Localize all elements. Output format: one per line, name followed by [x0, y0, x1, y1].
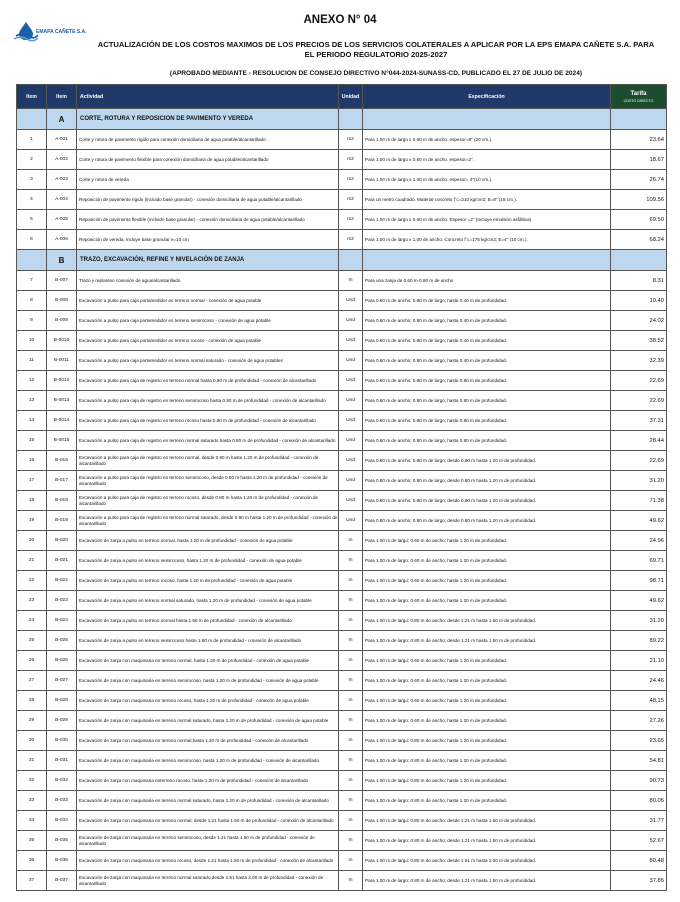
item-number: 10 — [17, 331, 47, 351]
activity-cell: Excavación a pulso para caja portamedidor en terreno rocoso - conexión de agua potable — [77, 331, 339, 351]
tarifa-label: Tarifa — [630, 90, 647, 97]
item-number: 17 — [17, 471, 47, 491]
activity-cell: Excavación a pulso para caja de registro en terreno normal saturado hasta 0.80 m de profundidad - conexión de alcantarillado — [77, 431, 339, 451]
table-header-row — [17, 85, 667, 109]
rate-cell: 28.44 — [611, 431, 667, 451]
item-code: B-029 — [47, 711, 77, 731]
rate-cell: 49.62 — [611, 591, 667, 611]
item-code: B-026 — [47, 651, 77, 671]
specification-cell: Para 1.00 m de largo; 0.60 m de ancho; hasta 1.20 m de profundidad. — [363, 551, 611, 571]
rate-cell: 32.39 — [611, 351, 667, 371]
unit-cell: Und — [339, 351, 363, 371]
specification-cell: Para 1.00 m de largo; 0.80 m de ancho; desde 1.51 m hasta 2.00 m de profundidad. — [363, 851, 611, 871]
col-header-unidad: Unidad — [339, 85, 363, 109]
item-code: A-003 — [47, 170, 77, 190]
item-code: B-017 — [47, 471, 77, 491]
table-row — [17, 651, 667, 671]
activity-cell: Excavación de zanja con maquinaria en terreno normal, desde 1.21 hasta 1.50 m de profundidad - conexión de alcantarillado — [77, 811, 339, 831]
specification-cell: Para 1.00 m de largo; 0.80 m de ancho; desde 1.21 m hasta 1.50 m de profundidad. — [363, 631, 611, 651]
item-code: A-002 — [47, 150, 77, 170]
rate-cell: 69.50 — [611, 210, 667, 230]
item-number: 30 — [17, 731, 47, 751]
item-number: 31 — [17, 751, 47, 771]
rate-cell: 18.67 — [611, 150, 667, 170]
unit-cell: m — [339, 691, 363, 711]
item-code: A-005 — [47, 210, 77, 230]
table-row — [17, 291, 667, 311]
specification-cell: Para 0.60 m de ancho; 0.80 m de largo; hasta 0.40 m de profundidad. — [363, 351, 611, 371]
rate-cell: 49.62 — [611, 511, 667, 531]
item-code: B-022 — [47, 571, 77, 591]
table-row — [17, 511, 667, 531]
table-row — [17, 751, 667, 771]
unit-cell: Und — [339, 371, 363, 391]
specification-cell: Para 0.60 m de ancho; 0.80 m de largo; hasta 0.80 m de profundidad. — [363, 431, 611, 451]
item-number: 1 — [17, 130, 47, 150]
unit-cell: Und — [339, 511, 363, 531]
table-row — [17, 771, 667, 791]
section-blank — [339, 109, 363, 130]
activity-cell: Excavación a pulso para caja de registro en terreno semirocoso hasta 0.80 m de profundidad - conexión de alcantarillado — [77, 391, 339, 411]
table-row — [17, 210, 667, 230]
specification-cell: Para 1.00 m de largo x 0.60 m de ancho. espesor=2". — [363, 150, 611, 170]
activity-cell: Excavación a pulso para caja de registro en terreno normal, desde 0.80 m hasta 1.20 m de profundidad - conexión de alcantarillado — [77, 451, 339, 471]
rate-cell: 23.64 — [611, 130, 667, 150]
table-row — [17, 170, 667, 190]
item-number: 23 — [17, 591, 47, 611]
unit-cell: m — [339, 671, 363, 691]
specification-cell: Para 1.00 m de largo; 0.80 m de ancho; desde 1.21 m hasta 1.50 m de profundidad. — [363, 831, 611, 851]
table-row — [17, 691, 667, 711]
col-header-actividad: Actividad — [77, 85, 339, 109]
item-code: B-036 — [47, 851, 77, 871]
activity-cell: Excavación de zanja con maquinaria en terreno normal saturado,desde 1.51 hasta 2.00 m de profundidad - conexión de alcantarillado — [77, 871, 339, 891]
item-code: B-035 — [47, 831, 77, 851]
activity-cell: Corte y rotura de vereda — [77, 170, 339, 190]
section-blank — [17, 250, 47, 271]
unit-cell: m — [339, 271, 363, 291]
item-number: 32 — [17, 771, 47, 791]
specification-cell: Para 0.80 m de ancho; 0.80 m de largo; desde 0.80 m hasta 1.20 m de profundidad. — [363, 471, 611, 491]
item-code: B-007 — [47, 271, 77, 291]
section-blank — [17, 109, 47, 130]
rate-cell: 10.40 — [611, 291, 667, 311]
unit-cell: m — [339, 711, 363, 731]
table-row — [17, 611, 667, 631]
item-number: 8 — [17, 291, 47, 311]
col-header-tarifa — [611, 85, 667, 109]
specification-cell: Para 0.60 m de ancho; 0.80 m de largo; hasta 0.80 m de profundidad. — [363, 411, 611, 431]
rate-cell: 8.31 — [611, 271, 667, 291]
unit-cell: Und — [339, 411, 363, 431]
section-blank — [611, 109, 667, 130]
specification-cell: Para 0.60 m de ancho; 0.80 m de largo; hasta 0.40 m de profundidad. — [363, 291, 611, 311]
unit-cell: m — [339, 651, 363, 671]
col-header-especificacion: Especificación — [363, 85, 611, 109]
item-code: A-004 — [47, 190, 77, 210]
unit-cell: Und — [339, 451, 363, 471]
unit-cell: m — [339, 551, 363, 571]
unit-cell: Und — [339, 311, 363, 331]
specification-cell: Para 1.00 m de largo; 0.80 m de ancho; hasta 1.20 m de profundidad. — [363, 751, 611, 771]
rate-cell: 26.74 — [611, 170, 667, 190]
table-row — [17, 831, 667, 851]
item-number: 27 — [17, 671, 47, 691]
rate-cell: 24.02 — [611, 311, 667, 331]
rate-cell: 69.71 — [611, 551, 667, 571]
unit-cell: m2 — [339, 210, 363, 230]
item-code: B-019 — [47, 511, 77, 531]
item-number: 3 — [17, 170, 47, 190]
item-number: 4 — [17, 190, 47, 210]
item-code: B-0012 — [47, 371, 77, 391]
activity-cell: Excavación a pulso para caja portamedidor en terreno normal - conexión de agua potable — [77, 291, 339, 311]
col-header-item: Item — [17, 85, 47, 109]
activity-cell: Trazo y replanteo conexión de agua/alcantarillado — [77, 271, 339, 291]
rate-cell: 22.69 — [611, 451, 667, 471]
section-row — [17, 250, 667, 271]
table-row — [17, 351, 667, 371]
item-number: 21 — [17, 551, 47, 571]
activity-cell: Excavación de zanja con maquinaria en terreno rocoso, hasta 1.20 m de profundidad - conexión de agua potable — [77, 691, 339, 711]
unit-cell: m — [339, 631, 363, 651]
specification-cell: Para 0.60 m de ancho; 0.80 m de largo; hasta 0.40 m de profundidad. — [363, 331, 611, 351]
item-code: B-0015 — [47, 431, 77, 451]
unit-cell: Und — [339, 291, 363, 311]
table-row — [17, 230, 667, 250]
rate-cell: 23.65 — [611, 731, 667, 751]
item-number: 37 — [17, 871, 47, 891]
table-row — [17, 391, 667, 411]
item-number: 15 — [17, 431, 47, 451]
col-header-code: Item — [47, 85, 77, 109]
item-code: B-033 — [47, 791, 77, 811]
rate-cell: 37.85 — [611, 871, 667, 891]
rate-cell: 54.81 — [611, 751, 667, 771]
rate-cell: 38.52 — [611, 331, 667, 351]
rate-cell: 22.69 — [611, 391, 667, 411]
activity-cell: Excavación de zanja con maquinaria en terreno normal saturado, hasta 1.20 m de profundidad - conexión de agua potable — [77, 711, 339, 731]
specification-cell: Para 1.00 m de largo; 0.80 m de ancho; hasta 1.20 m de profundidad. — [363, 731, 611, 751]
item-number: 33 — [17, 791, 47, 811]
activity-cell: Excavación de zanja con maquinaria en terreno normal saturado, hasta 1.20 m de profundidad - conexión de alcantarillado — [77, 791, 339, 811]
item-number: 18 — [17, 491, 47, 511]
specification-cell: Para 1.00 m de largo x 1.00 m de ancho. espesor= 4"(10 cm.). — [363, 170, 611, 190]
activity-cell: Corte y rotura de pavimento flexible para conexión domiciliaria de agua potable/alcantarillado — [77, 150, 339, 170]
table-row — [17, 811, 667, 831]
item-number: 20 — [17, 531, 47, 551]
section-letter: A — [47, 109, 77, 130]
unit-cell: m — [339, 771, 363, 791]
item-number: 28 — [17, 691, 47, 711]
table-row — [17, 271, 667, 291]
rate-cell: 22.69 — [611, 371, 667, 391]
section-blank — [611, 250, 667, 271]
item-code: B-009 — [47, 311, 77, 331]
specification-cell: Para 1.00 m de largo; 0.60 m de ancho; hasta 1.20 m de profundidad. — [363, 571, 611, 591]
item-number: 11 — [17, 351, 47, 371]
unit-cell: m — [339, 811, 363, 831]
unit-cell: m2 — [339, 190, 363, 210]
item-number: 19 — [17, 511, 47, 531]
rate-cell: 37.31 — [611, 411, 667, 431]
specification-cell: Para 1.00 m de largo; 0.60 m de ancho; hasta 1.20 m de profundidad. — [363, 651, 611, 671]
activity-cell: Excavación de zanja a pulso en terreno rocoso, hasta 1.20 m de profundidad - conexión de agua potable — [77, 571, 339, 591]
table-row — [17, 130, 667, 150]
section-blank — [363, 109, 611, 130]
unit-cell: m2 — [339, 150, 363, 170]
rate-cell: 31.20 — [611, 471, 667, 491]
table-row — [17, 671, 667, 691]
item-code: B-0011 — [47, 351, 77, 371]
rate-cell: 31.77 — [611, 811, 667, 831]
item-code: B-028 — [47, 691, 77, 711]
activity-cell: Corte y rotura de pavimento rígido para conexión domiciliaria de agua potable/alcantarillado — [77, 130, 339, 150]
activity-cell: Excavación de zanja a pulso en terreno semirocoso, hasta 1.20 m de profundidad - conexión de agua potable — [77, 551, 339, 571]
item-number: 25 — [17, 631, 47, 651]
table-row — [17, 371, 667, 391]
item-number: 5 — [17, 210, 47, 230]
document-title: ANEXO N° 04 — [303, 14, 377, 26]
rates-table — [16, 84, 667, 891]
activity-cell: Excavación de zanja a pulso en terreno normal hasta 1.50 m de profundidad - conexión de alcantarillado — [77, 611, 339, 631]
activity-cell: Excavación de zanja a pulso en terreno normal saturado, hasta 1.20 m de profundidad - conexión de agua potable — [77, 591, 339, 611]
activity-cell: Excavación de zanja con maquinaria en terreno rocoso, desde 1.21 hasta 1.50 m de profundidad - conexión de alcantarillado — [77, 851, 339, 871]
tarifa-sublabel: COSTO DIRECTO — [623, 98, 654, 103]
item-code: B-027 — [47, 671, 77, 691]
specification-cell: Para un metro cuadrado. Material concreto f´c=210 kg/cm2; E=8" (15 cm.). — [363, 190, 611, 210]
unit-cell: m — [339, 871, 363, 891]
rate-cell: 24.96 — [611, 531, 667, 551]
section-title: CORTE, ROTURA Y REPOSICION DE PAVIMENTO Y VEREDA — [77, 109, 339, 130]
specification-cell: Para 1.00 m de largo; 0.80 m de ancho; desde 1.21 m hasta 1.50 m de profundidad. — [363, 871, 611, 891]
table-row — [17, 791, 667, 811]
item-number: 16 — [17, 451, 47, 471]
item-code: B-025 — [47, 631, 77, 651]
unit-cell: m — [339, 591, 363, 611]
unit-cell: m2 — [339, 130, 363, 150]
activity-cell: Excavación a pulso para caja de registro en terreno normal hasta 0.80 m de profundidad - conexión de alcantarillado — [77, 371, 339, 391]
activity-cell: Excavación a pulso para caja portamedidor en terreno normal saturado - conexión de agua potables — [77, 351, 339, 371]
activity-cell: Excavación de zanja con maquinaria en terreno normal, hasta 1.20 m de profundidad - conexión de agua potable — [77, 651, 339, 671]
table-row — [17, 631, 667, 651]
unit-cell: Und — [339, 391, 363, 411]
specification-cell: Para 1.00 m de largo; 0.80 m de ancho; desde 1.21 m hasta 1.50 m de profundidad. — [363, 811, 611, 831]
specification-cell: Para 1.00 m de largo x 0.60 m de ancho. espesor=8" (20 cm.). — [363, 130, 611, 150]
item-code: A-001 — [47, 130, 77, 150]
unit-cell: m2 — [339, 170, 363, 190]
section-blank — [339, 250, 363, 271]
activity-cell: Excavación de zanja con maquinaria en terreno semirocoso, desde 1.21 hasta 1.50 m de profundidad - conexión de alcantarillado — [77, 831, 339, 851]
section-blank — [363, 250, 611, 271]
item-number: 22 — [17, 571, 47, 591]
unit-cell: m — [339, 731, 363, 751]
specification-cell: Para 1.00 m de largo x 0.60 m de ancho. Espesor =2" (Incluye emulsión asfáltica) — [363, 210, 611, 230]
item-code: B-008 — [47, 291, 77, 311]
unit-cell: m — [339, 791, 363, 811]
item-code: B-030 — [47, 731, 77, 751]
item-code: B-024 — [47, 611, 77, 631]
table-row — [17, 150, 667, 170]
table-row — [17, 591, 667, 611]
item-number: 29 — [17, 711, 47, 731]
section-letter: B — [47, 250, 77, 271]
activity-cell: Excavación a pulso para caja de registro en terreno semirocoso, desde 0.80 m hasta 1.20 m de profundidad - conexión de alcantarillado — [77, 471, 339, 491]
table-row — [17, 190, 667, 210]
rate-cell: 89.22 — [611, 631, 667, 651]
table-row — [17, 471, 667, 491]
rate-cell: 21.10 — [611, 651, 667, 671]
specification-cell: Para 1.00 m de largo; 0.60 m de ancho; hasta 1.20 m de profundidad. — [363, 711, 611, 731]
specification-cell: Para 0.60 m de ancho; 0.80 m de largo; hasta 0.40 m de profundidad. — [363, 311, 611, 331]
activity-cell: Excavación a pulso para caja de registro en terreno normal saturado, desde 0.80 m hasta 1.20 m de profundidad - conexión de alcantarillado — [77, 511, 339, 531]
rate-cell: 80.48 — [611, 851, 667, 871]
specification-cell: Para 1.00 m de largo; 0.60 m de ancho; hasta 1.20 m de profundidad. — [363, 691, 611, 711]
specification-cell: Para 1.00 m de largo; 0.80 m de ancho; hasta 1.20 m de profundidad. — [363, 791, 611, 811]
item-number: 36 — [17, 851, 47, 871]
unit-cell: m — [339, 571, 363, 591]
table-row — [17, 871, 667, 891]
table-row — [17, 531, 667, 551]
table-row — [17, 411, 667, 431]
unit-cell: Und — [339, 331, 363, 351]
unit-cell: Und — [339, 471, 363, 491]
rate-cell: 27.26 — [611, 711, 667, 731]
specification-cell: Para 0.60 m de ancho; 0.80 m de largo; hasta 0.80 m de profundidad. — [363, 371, 611, 391]
table-row — [17, 731, 667, 751]
rate-cell: 52.67 — [611, 831, 667, 851]
item-code: B-0013 — [47, 391, 77, 411]
rate-cell: 24.46 — [611, 671, 667, 691]
activity-cell: Excavación de zanja con maquinaria en terreno semirocoso, hasta 1.20 m de profundidad - conexión de alcantarillado — [77, 751, 339, 771]
table-row — [17, 491, 667, 511]
table-row — [17, 331, 667, 351]
item-number: 2 — [17, 150, 47, 170]
rate-cell: 109.56 — [611, 190, 667, 210]
rate-cell: 68.24 — [611, 230, 667, 250]
specification-cell: Para 1.00 m de largo; 0.60 m de ancho; hasta 1.20 m de profundidad. — [363, 671, 611, 691]
item-code: B-0014 — [47, 411, 77, 431]
rate-cell: 80.05 — [611, 791, 667, 811]
item-code: B-032 — [47, 771, 77, 791]
specification-cell: Para 1.00 m de largo x 1.00 de ancho. Concreto f´c=175 kg/cm2; E=4" (10 cm.). — [363, 230, 611, 250]
rate-cell: 98.71 — [611, 571, 667, 591]
table-row — [17, 431, 667, 451]
item-number: 24 — [17, 611, 47, 631]
section-title: TRAZO, EXCAVACIÓN, REFINE Y NIVELACIÓN DE ZANJA — [77, 250, 339, 271]
rate-cell: 71.38 — [611, 491, 667, 511]
item-number: 26 — [17, 651, 47, 671]
specification-cell: Para 1.00 m de largo; 0.60 m de ancho; hasta 1.20 m de profundidad. — [363, 591, 611, 611]
specification-cell: Para 0.80 m de ancho; 0.80 m de largo; desde 0.80 m hasta 1.20 m de profundidad. — [363, 491, 611, 511]
item-code: B-031 — [47, 751, 77, 771]
table-row — [17, 451, 667, 471]
table-row — [17, 711, 667, 731]
table-row — [17, 311, 667, 331]
specification-cell: Para 0.80 m de ancho; 0.80 m de largo; desde 0.80 m hasta 1.20 m de profundidad. — [363, 511, 611, 531]
document-subtitle: ACTUALIZACIÓN DE LOS COSTOS MAXIMOS DE LOS PRECIOS DE LOS SERVICIOS COLATERALES A APLICAR POR LA EPS EMAPA CAÑETE S.A. PARA EL PERIODO REGULATORIO 2025-2027 — [97, 40, 655, 59]
specification-cell: Para 1.00 m de largo; 0.60 m de ancho; hasta 1.20 m de profundidad. — [363, 531, 611, 551]
unit-cell: m — [339, 531, 363, 551]
item-code: B-034 — [47, 811, 77, 831]
unit-cell: m — [339, 611, 363, 631]
item-number: 13 — [17, 391, 47, 411]
activity-cell: Excavación a pulso para caja de registro en terreno rocoso, desde 0.80 m hasta 1.20 m de profundidad - conexión de alcantarillado — [77, 491, 339, 511]
unit-cell: m — [339, 831, 363, 851]
activity-cell: Reposición de pavimento flexible (incluido base granular) - conexión domiciliaria de agua potable/alcantarillado — [77, 210, 339, 230]
item-number: 14 — [17, 411, 47, 431]
specification-cell: Para 1.00 m de largo; 0.80 m de ancho; hasta 1.20 m de profundidad. — [363, 771, 611, 791]
item-code: B-020 — [47, 531, 77, 551]
item-number: 34 — [17, 811, 47, 831]
specification-cell: Para 1.00 m de largo; 0.80 m de ancho; desde 1.21 m hasta 1.50 m de profundidad. — [363, 611, 611, 631]
item-code: B-021 — [47, 551, 77, 571]
approval-note: (APROBADO MEDIANTE - RESOLUCION DE CONSEJO DIRECTIVO N°044-2024-SUNASS-CD, PUBLICADO EL 27 DE JULIO DE 2024) — [169, 70, 583, 77]
item-code: B-0010 — [47, 331, 77, 351]
section-row — [17, 109, 667, 130]
unit-cell: Und — [339, 491, 363, 511]
item-code: B-016 — [47, 451, 77, 471]
activity-cell: Excavación a pulso para caja portamedidor en terreno semirocoso - conexión de agua potable — [77, 311, 339, 331]
item-code: A-006 — [47, 230, 77, 250]
rate-cell: 90.73 — [611, 771, 667, 791]
activity-cell: Excavación de zanja a pulso en terreno normal, hasta 1.20 m de profundidad - conexión de agua potable — [77, 531, 339, 551]
activity-cell: Reposición de pavimento rígido (incluido base granular) - conexión domiciliaria de agua potable/alcantarillado — [77, 190, 339, 210]
activity-cell: Excavación de zanja con maquinaria en terreno normal,hasta 1.20 m de profundidad - conexión de alcantarillado — [77, 731, 339, 751]
activity-cell: Excavación de zanja con maquinaria enterreno rocoso, hasta 1.20 m de profundidad - conexión de alcantarillado — [77, 771, 339, 791]
table-row — [17, 551, 667, 571]
specification-cell: Para una zanja de 0.60 m-0.80 m de ancho — [363, 271, 611, 291]
item-number: 9 — [17, 311, 47, 331]
item-number: 7 — [17, 271, 47, 291]
activity-cell: Excavación a pulso para caja de registro en terreno rocoso hasta 0.80 m de profundidad - conexión de alcantarillado — [77, 411, 339, 431]
unit-cell: Und — [339, 431, 363, 451]
rate-cell: 31.20 — [611, 611, 667, 631]
activity-cell: Excavación de zanja a pulso en terreno semirocoso hasta 1.50 m de profundidad - conexión de alcantarillado — [77, 631, 339, 651]
specification-cell: Para 0.60 m de ancho; 0.80 m de largo; hasta 0.80 m de profundidad. — [363, 391, 611, 411]
item-number: 6 — [17, 230, 47, 250]
activity-cell: Excavación de zanja con maquinaria en terreno semirocoso, hasta 1.20 m de profundidad - conexión de agua potable — [77, 671, 339, 691]
table-row — [17, 851, 667, 871]
unit-cell: m2 — [339, 230, 363, 250]
item-number: 35 — [17, 831, 47, 851]
table-row — [17, 571, 667, 591]
unit-cell: m — [339, 751, 363, 771]
item-code: B-018 — [47, 491, 77, 511]
unit-cell: m — [339, 851, 363, 871]
item-number: 12 — [17, 371, 47, 391]
activity-cell: Reposición de vereda, incluye base granular e=10 cm — [77, 230, 339, 250]
item-code: B-023 — [47, 591, 77, 611]
table-body — [17, 109, 667, 891]
item-code: B-037 — [47, 871, 77, 891]
logo-text: EMAPA CAÑETE S.A. — [36, 29, 87, 35]
rate-cell: 48.15 — [611, 691, 667, 711]
specification-cell: Para 0.80 m de ancho; 0.80 m de largo; desde 0.80 m hasta 1.20 m de profundidad. — [363, 451, 611, 471]
